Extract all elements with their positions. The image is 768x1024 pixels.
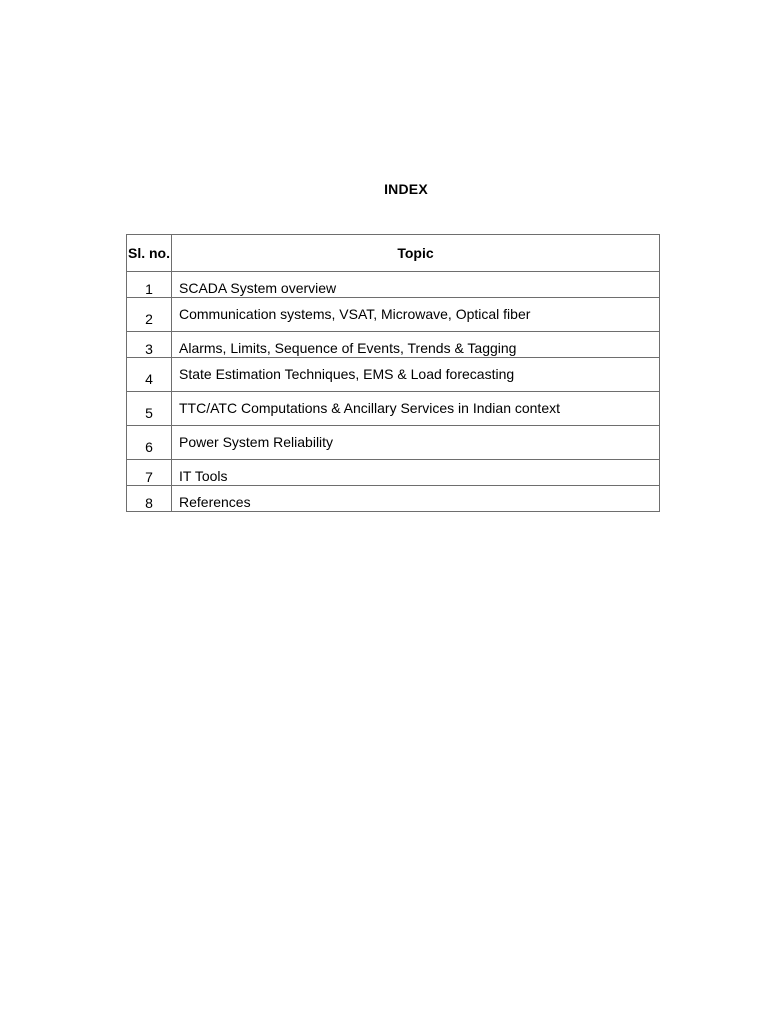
- table-row: [127, 332, 660, 358]
- row-number: 1: [127, 272, 172, 298]
- table-row: [127, 486, 660, 512]
- row-topic: References: [172, 486, 660, 512]
- row-number: 6: [127, 426, 172, 460]
- row-number: 3: [127, 332, 172, 358]
- row-topic: Communication systems, VSAT, Microwave, Optical fiber: [172, 298, 660, 332]
- page-title: INDEX: [384, 181, 428, 197]
- table-row: [127, 392, 660, 426]
- column-header-sl-no: Sl. no.: [127, 235, 172, 272]
- row-number: 2: [127, 298, 172, 332]
- table-row: [127, 358, 660, 392]
- table-row: [127, 426, 660, 460]
- row-number: 4: [127, 358, 172, 392]
- row-topic: SCADA System overview: [172, 272, 660, 298]
- index-table: [126, 234, 660, 512]
- table-row: [127, 298, 660, 332]
- row-topic: State Estimation Techniques, EMS & Load forecasting: [172, 358, 660, 392]
- row-number: 5: [127, 392, 172, 426]
- column-header-topic: Topic: [172, 235, 660, 272]
- table-row: [127, 460, 660, 486]
- row-topic: Alarms, Limits, Sequence of Events, Trends & Tagging: [172, 332, 660, 358]
- table-header-row: [127, 235, 660, 272]
- table-row: [127, 272, 660, 298]
- row-topic: IT Tools: [172, 460, 660, 486]
- row-topic: Power System Reliability: [172, 426, 660, 460]
- row-number: 8: [127, 486, 172, 512]
- row-topic: TTC/ATC Computations & Ancillary Services in Indian context: [172, 392, 660, 426]
- row-number: 7: [127, 460, 172, 486]
